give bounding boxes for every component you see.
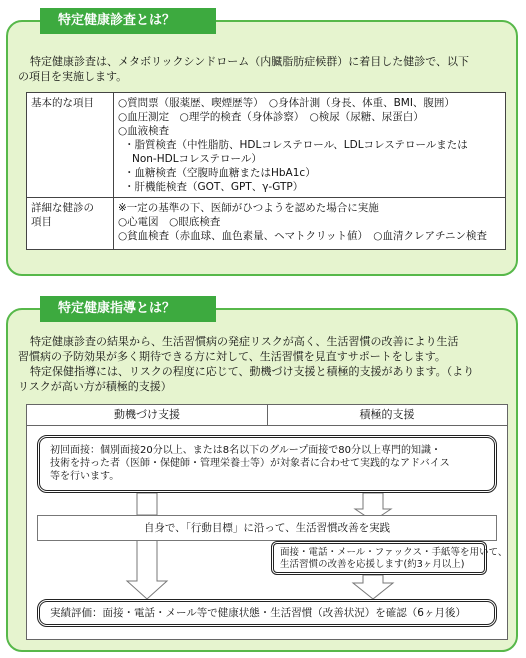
basic-items-row [27, 93, 506, 198]
active-support-line: 生活習慣の改善を応援します(約3ヶ月以上) [280, 559, 465, 570]
checkup-intro-line2: の項目を実施します。 [18, 70, 128, 83]
basic-item-line: Non-HDLコレステロール） [132, 153, 262, 165]
initial-interview-line: 初回面接：個別面接20分以上、または8名以下のグループ面接で80分以上専門的知識・ [50, 445, 442, 456]
detail-items-label-line: 詳細な健診の [31, 202, 94, 214]
guidance-intro-line: 習慣病の予防効果が多く期待できる方に対して、生活習慣を見直すサポートをします。 [18, 350, 446, 363]
arrow-right-bottom [353, 575, 393, 599]
guidance-intro [18, 334, 514, 394]
guidance-intro-line: 特定健康診査の結果から、生活習慣病の発症リスクが高く、生活習慣の改善により生活 [30, 335, 459, 348]
basic-item-line: ・肝機能検査（GOT、GPT、γ-GTP） [124, 181, 304, 193]
arrow-left-top [137, 493, 157, 515]
self-practice-box: 自身で、「行動目標」に沿って、生活習慣改善を実践 [37, 515, 497, 541]
basic-item-line: ○質問票（服薬歴、喫煙歴等） ○身体計測（身長、体重、BMI、腹囲） [118, 97, 455, 109]
detail-item-line: ※一定の基準の下、医師がひつようを認めた場合に実施 [118, 202, 379, 214]
initial-interview-line: 等を行います。 [50, 471, 120, 482]
basic-item-line: ○血液検査 [118, 125, 170, 137]
guidance-intro-line: リスクが高い方が積極的支援） [18, 380, 172, 393]
checkup-items-table [26, 92, 506, 250]
checkup-intro-line1: 特定健康診査は、メタボリックシンドローム（内臓脂肪症候群）に着目した健診で、以下 [30, 55, 470, 68]
basic-items-label: 基本的な項目 [27, 93, 114, 198]
active-support-line: 面接・電話・メール・ファックス・手紙等を用いて、 [280, 547, 508, 558]
flow-header-active: 積極的支援 [359, 408, 415, 421]
guidance-intro-line: 特定保健指導には、リスクの程度に応じて、動機づけ支援と積極的支援があります。（より [30, 365, 475, 378]
detail-items-cell [114, 198, 506, 250]
flow-header-motivation: 動機づけ支援 [114, 408, 180, 421]
initial-interview-box [37, 435, 497, 493]
detail-item-line: ○心電図 ○眼底検査 [118, 216, 221, 228]
basic-items-cell [114, 93, 506, 198]
arrow-left-bottom [127, 539, 167, 599]
checkup-title: 特定健康診査とは？ [40, 8, 216, 34]
initial-interview-line: 技術を持った者（医師・保健師・管理栄養士等）が対象者に合わせて実践的なアドバイス [50, 458, 450, 469]
basic-item-line: ○血圧測定 ○理学的検査（身体診察） ○検尿（尿糖、尿蛋白） [118, 111, 424, 123]
guidance-title: 特定健康指導とは？ [40, 296, 216, 322]
detail-items-label-line: 項目 [31, 216, 52, 228]
checkup-intro [18, 54, 514, 84]
basic-item-line: ・脂質検査（中性脂肪、HDLコレステロール、LDLコレステロールまたは [124, 139, 468, 151]
detail-item-line: ○貧血検査（赤血球、血色素量、ヘマトクリット値） ○血清クレアチニン検査 [118, 230, 488, 242]
guidance-flow [26, 404, 508, 640]
active-support-box [271, 541, 508, 575]
detail-items-row [27, 198, 506, 250]
detail-items-label [27, 198, 114, 250]
basic-item-line: ・血糖検査（空腹時血糖またはHbA1c） [124, 167, 316, 179]
evaluation-box: 実績評価：面接・電話・メール等で健康状態・生活習慣（改善状況）を確認（6ヶ月後） [37, 599, 497, 627]
